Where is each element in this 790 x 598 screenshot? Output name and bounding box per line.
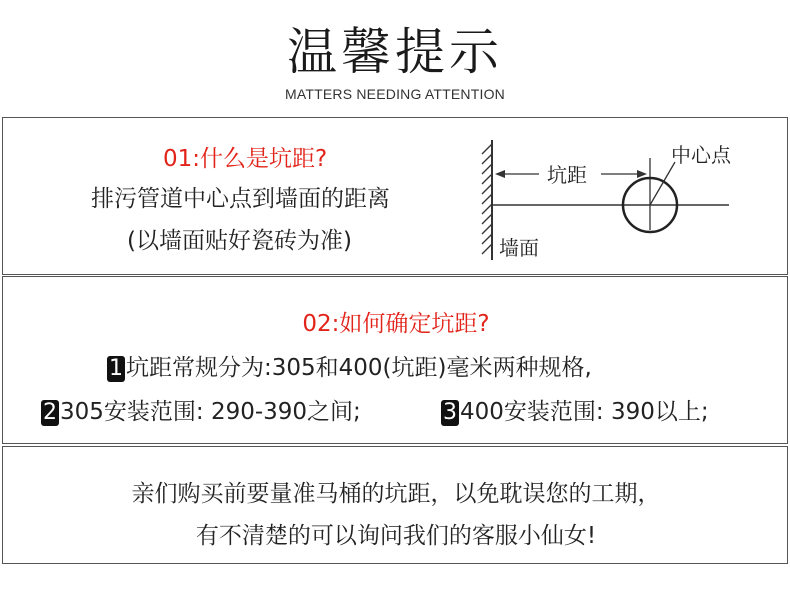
- item-1-text: 坑距常规分为:305和400(坑距)毫米两种规格,: [126, 355, 592, 381]
- reminder-line-1: 亲们购买前要量准马桶的坑距，以免耽误您的工期，: [131, 481, 661, 507]
- item-3-number: 3: [443, 400, 457, 425]
- question-1: 01:什么是坑距?: [163, 146, 328, 172]
- reminder-line-2: 有不清楚的可以询问我们的客服小仙女!: [195, 523, 597, 549]
- section-how-to-determine: [2, 276, 788, 444]
- question-2: 02:如何确定坑距?: [302, 311, 490, 337]
- page-title: 温馨提示: [287, 23, 503, 81]
- section-reminder: [2, 446, 788, 564]
- label-center: 中心点: [671, 143, 731, 167]
- item-1-number: 1: [109, 356, 123, 381]
- item-3-text: 400安装范围: 390以上;: [460, 399, 709, 425]
- label-distance: 坑距: [547, 163, 587, 187]
- rough-in-diagram: [473, 118, 773, 274]
- item-3: [441, 393, 709, 426]
- item-2-text: 305安装范围: 290-390之间;: [60, 399, 361, 425]
- page-subtitle: MATTERS NEEDING ATTENTION: [285, 86, 505, 102]
- item-1: [107, 349, 592, 382]
- label-wall: 墙面: [499, 236, 539, 260]
- item-2: [41, 393, 361, 426]
- definition-text: 排污管道中心点到墙面的距离: [91, 186, 390, 212]
- arrow-left-icon: [495, 170, 505, 178]
- wall-hatching: [482, 144, 492, 254]
- definition-note: (以墙面贴好瓷砖为准): [127, 228, 352, 254]
- section-what-is-distance: [2, 117, 788, 275]
- center-leader-line: [650, 162, 675, 205]
- arrow-right-icon: [637, 170, 647, 178]
- item-2-number: 2: [43, 400, 57, 425]
